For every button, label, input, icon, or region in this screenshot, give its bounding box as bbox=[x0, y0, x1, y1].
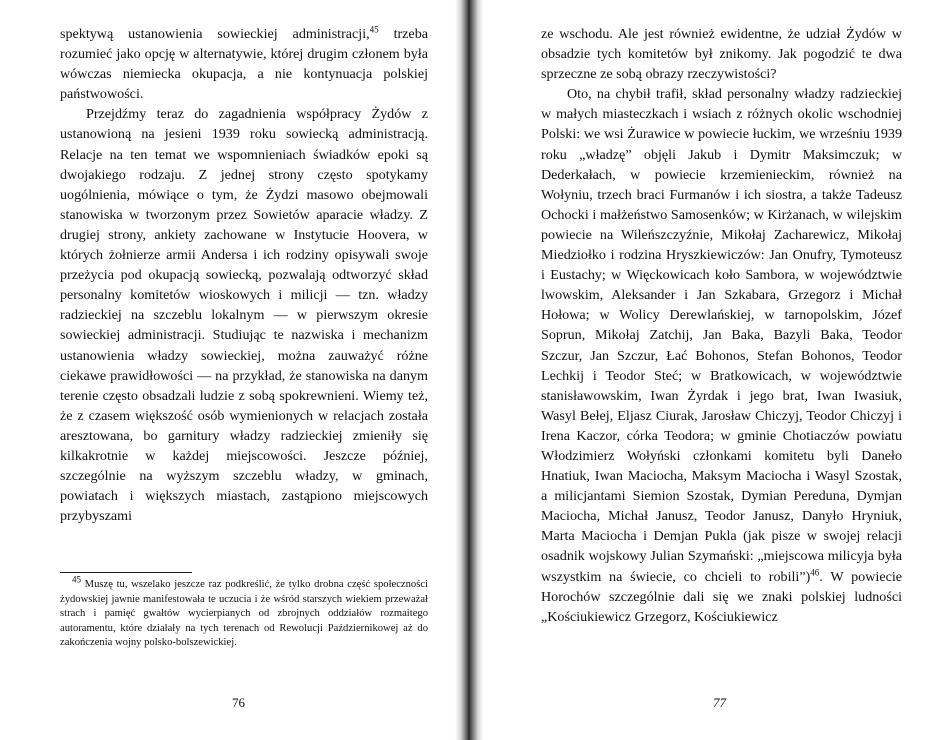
left-page-body bbox=[60, 24, 428, 526]
footnote-text: Muszę tu, wszelako jeszcze raz podkreślić, że tylko drobna część społeczności żydowskiej jawnie manifestowała te uczucia i że wśród starszych wiekiem przeważał strach i pamięć gwałtów wycierpianych od zbrojnych oddziałów rozmaitego autoramentu, które działały na tych terenach od Rewolucji Październikowej aż do zakończenia wojny polsko-bolszewickiej. bbox=[60, 579, 428, 649]
book-gutter bbox=[455, 0, 483, 740]
page-number-left: 76 bbox=[232, 695, 245, 710]
footnote-divider bbox=[60, 572, 192, 573]
page-number-right: 77 bbox=[713, 695, 726, 710]
footnote-reference-46[interactable]: 46 bbox=[810, 566, 820, 577]
footnote-45 bbox=[60, 574, 428, 651]
footnote-reference-45[interactable]: 45 bbox=[369, 24, 379, 35]
right-page bbox=[483, 0, 946, 740]
footnote-marker: 45 bbox=[72, 574, 81, 585]
paragraph-list-of-officials: Oto, na chybił trafił, skład personalny władzy radzieckiej w małych miasteczkach i wsiach z różnych okolic wschodniej Polski: we wsi Żurawice w powiecie łuckim, we wrześniu 1939 roku „władzę” objęli Jakub i Dymitr Maksimczuk; w Dederkałach, w powiecie krzemienieckim, również na Wołyniu, trzech braci Furmanów i ich siostra, a także Tadeusz Ochocki i małżeństwo Samosenków; w Kirżanach, w wilejskim powiecie na Wileńszczyźnie, Mikołaj Zacharewicz, Mikołaj Miedziołko i rodzina Hryszkiewiczów: Jan Onufry, Tymoteusz i Eustachy; w Więckowicach koło Sambora, w województwie lwowskim, Aleksander i Jan Szkabara, Grzegorz i Michał Hołowa; w Wolicy Derewlańskiej, w tarnopolskim, Józef Soprun, Mikołaj Zatchij, Jan Baka, Bazyli Baka, Teodor Szczur, Jan Szczur, Łać Bohonos, Stefan Bohonos, Teodor Lechkij i Teodor Steć; w Bratkowicach, w województwie stanisławowskim, Iwan Żyrdak i jego brat, Iwan Iwasiuk, Wasyl Bełej, Eljasz Ciurak, Jarosław Chiczyj, Teodor Chiczyj i Irena Kaczor, córka Teodora; w gminie Chotiaczów powiatu Włodzimierz Wołyński członkami komitetu byli Danełо Hnatiuk, Iwan Maciocha, Maksym Maciocha i Wasyl Szostak, a milicjantami Siemion Szostak, Dymian Pereduna, Dymjan Maciocha, Michał Janusz, Teodor Janusz, Danyło Hryniuk, Marta Maciocha i Demjan Pukla (jak pisze w swojej relacji osadnik wojskowy Julian Szymański: „miejscowa milicyja była wszystkim na świecie, co chcieli to robili”)$^{46}$. W powiecie Horochów szczególnie dali się we znaki polskiej ludności „Kościukiewicz Grzegorz, Kościukiewicz bbox=[541, 86, 902, 625]
left-page bbox=[0, 0, 455, 740]
paragraph-2: Przejdźmy teraz do zagadnienia współpracy Żydów z ustanowioną na jesieni 1939 roku sowiecką administracją. Relacje na ten temat we wspomnieniach świadków epoki są dwojakiego rodzaju. Z jednej strony często spotykamy uogólnienia, mówiące o tym, że Żydzi masowo obejmowali stanowiska w tworzonym przez Sowietów aparacie władzy. Z drugiej strony, ankiety zachowane w Instytucie Hoovera, w których żołnierze armii Andersa i ich rodziny opisywali swoje przeżycia pod okupacją sowiecką, pozwalają odtworzyć skład personalny komitetów wioskowych i milicji — tzn. władzy radzieckiej na szczeblu lokalnym — w pierwszym okresie sowieckiej administracji. Studiując te nazwiska i mechanizm ustanowienia władzy sowieckiej, można zauważyć różne ciekawe prawidłowości — na przykład, że stanowiska na danym terenie często obsadzali ludzie z sobą spokrewnieni. Wiemy też, że z czasem większość osób wymienionych w relacjach została aresztowana, bo garnitury władzy radzieckiej zmieniły się kilkakrotnie w każdej miejscowości. Jeszcze później, szczególnie na wyższym szczeblu władzy, w gminach, powiatach i większych miastach, zastąpiono miejscowych przybyszami bbox=[60, 106, 428, 525]
paragraph-1: spektywą ustanowienia sowieckiej administracji,$^{45}$ trzeba rozumieć jako opcję w alternatywie, której drugim członem była wówczas niemiecka okupacja, a nie kontynuacja polskiej państwowości. bbox=[60, 24, 428, 103]
right-page-body bbox=[541, 24, 902, 627]
paragraph-continued: ze wschodu. Ale jest również ewidentne, że udział Żydów w obsadzie tych komitetów był znikomy. Jak pogodzić te dwa sprzeczne ze sobą obrazy rzeczywistości? bbox=[541, 26, 902, 83]
